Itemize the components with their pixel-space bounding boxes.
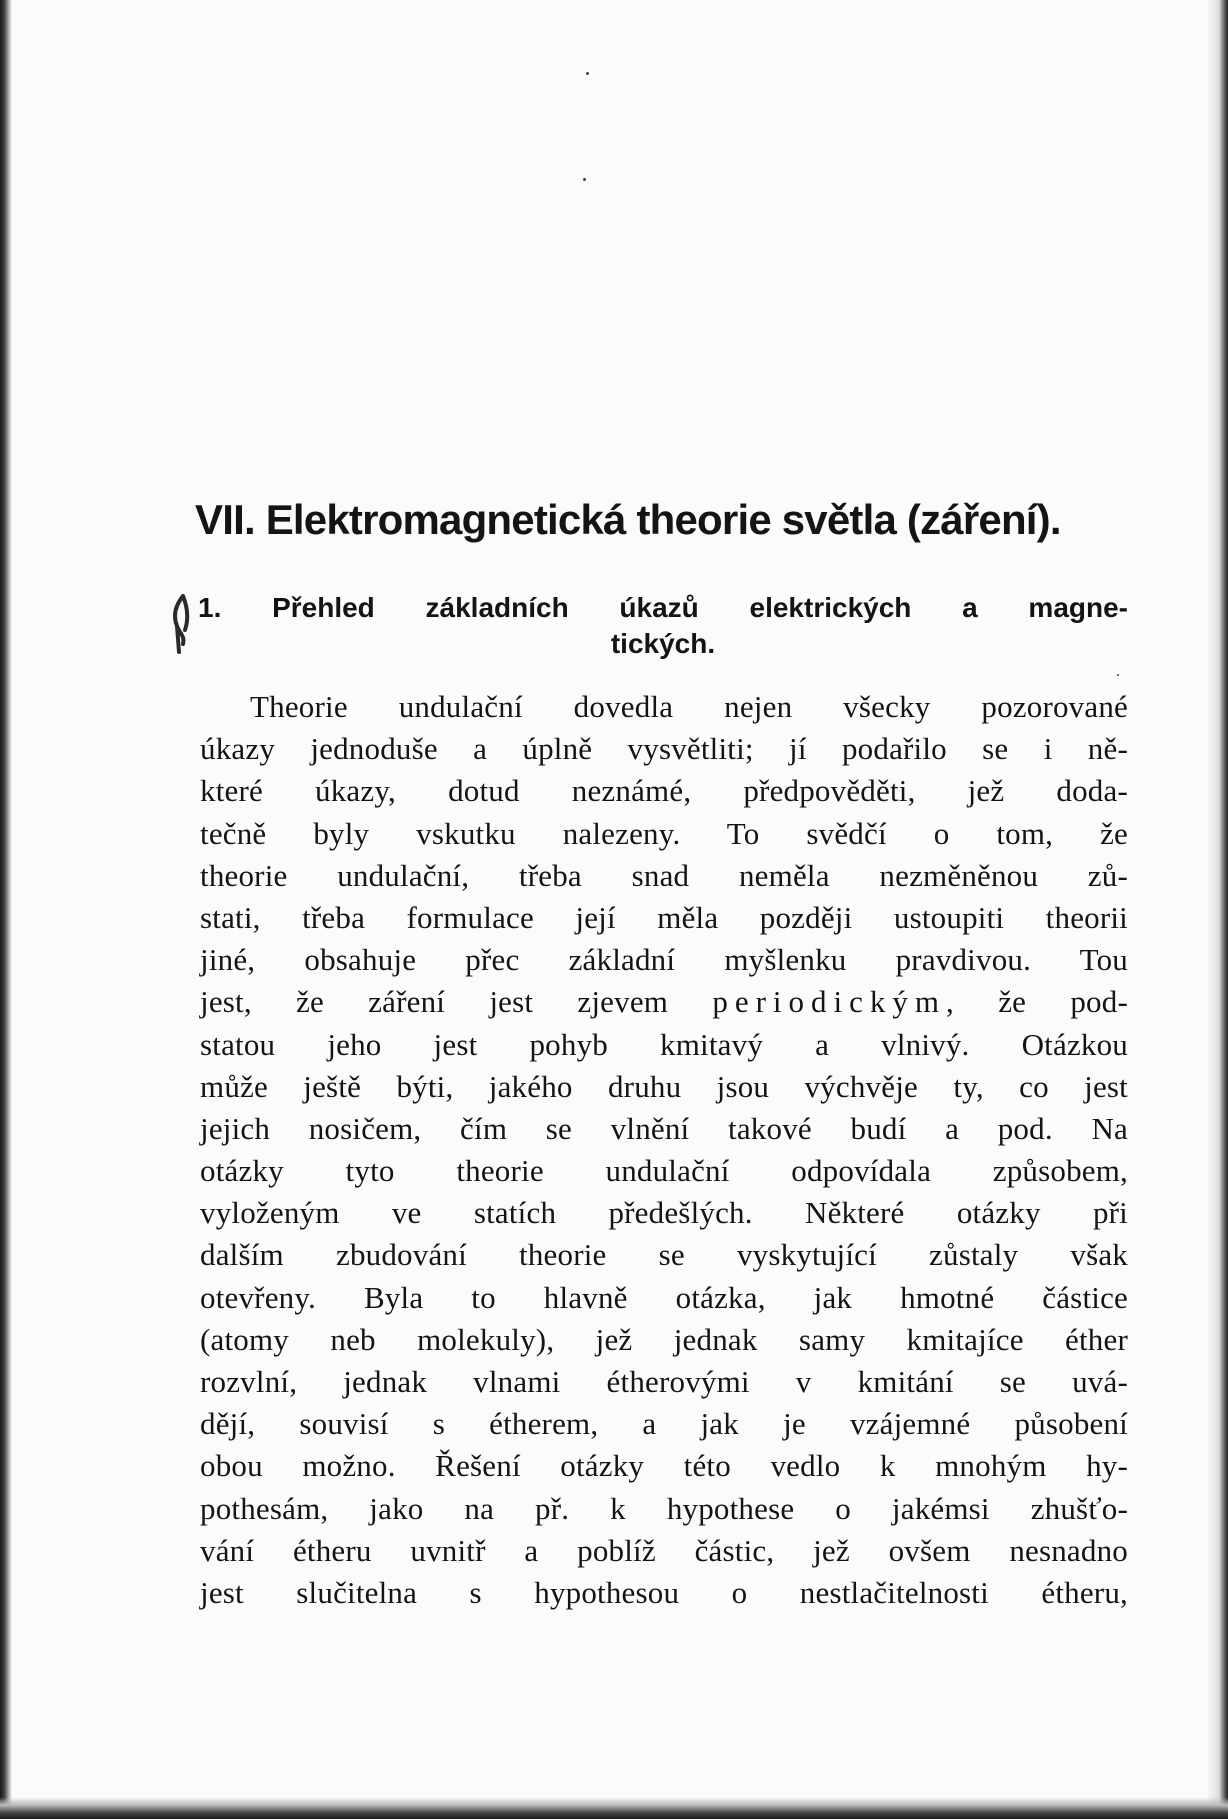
text-line: tečně byly vskutku nalezeny. To svědčí o tom, že bbox=[200, 815, 1128, 851]
pencil-mark-icon bbox=[165, 592, 195, 656]
text-line: otevřeny. Byla to hlavně otázka, jak hmotné částice bbox=[200, 1279, 1128, 1315]
text-line-emphasis bbox=[200, 981, 1128, 1023]
text-line: dějí, souvisí s étherem, a jak je vzájemné působení bbox=[200, 1406, 1128, 1442]
text-segment: , že pod- bbox=[946, 984, 1128, 1020]
scan-speck bbox=[1117, 674, 1119, 676]
section-heading-continuation: tických. bbox=[610, 628, 716, 659]
scan-speck bbox=[586, 72, 589, 75]
page-edge-bottom bbox=[0, 1797, 1228, 1819]
text-line: vání étheru uvnitř a poblíž částic, jež ovšem nesnadno bbox=[200, 1532, 1128, 1568]
text-line: obou možno. Řešení otázky této vedlo k mnohým hy- bbox=[200, 1448, 1128, 1484]
text-line: jejich nosičem, čím se vlnění takové budí a pod. Na bbox=[200, 1110, 1128, 1146]
text-segment: jest, že záření jest zjevem bbox=[200, 984, 713, 1020]
text-line: dalším zbudování theorie se vyskytující zůstaly však bbox=[200, 1237, 1128, 1273]
body-paragraph bbox=[200, 686, 1128, 1614]
text-line: může ještě býti, jakého druhu jsou výchvěje ty, co jest bbox=[200, 1068, 1128, 1104]
text-line: rozvlní, jednak vlnami étherovými v kmitání se uvá- bbox=[200, 1364, 1128, 1399]
text-line: (atomy neb molekuly), jež jednak samy kmitajíce éther bbox=[200, 1321, 1128, 1357]
text-line: stati, třeba formulace její měla později ustoupiti theorii bbox=[200, 899, 1128, 935]
text-line: jest slučitelna s hypothesou o nestlačitelnosti étheru, bbox=[200, 1574, 1128, 1610]
text-line: Theorie undulační dovedla nejen všecky pozorované bbox=[250, 689, 1128, 724]
spaced-emphasis-word: periodickým bbox=[712, 984, 947, 1020]
page-edge-left bbox=[0, 0, 12, 1819]
text-line: které úkazy, dotud neznámé, předpověděti, jež doda- bbox=[200, 773, 1128, 809]
text-line: pothesám, jako na př. k hypothese o jakémsi zhušťo- bbox=[200, 1490, 1128, 1526]
text-line: úkazy jednoduše a úplně vysvětliti; jí podařilo se i ně- bbox=[200, 731, 1128, 767]
text-line: otázky tyto theorie undulační odpovídala způsobem, bbox=[200, 1153, 1128, 1189]
text-line: vyloženým ve statích předešlých. Některé otázky při bbox=[200, 1195, 1128, 1231]
text-line: statou jeho jest pohyb kmitavý a vlnivý. Otázkou bbox=[200, 1026, 1128, 1062]
page-edge-right bbox=[1206, 0, 1228, 1819]
section-heading: 1. Přehled základních úkazů elektrických a magne- bbox=[198, 592, 1128, 623]
text-line: theorie undulační, třeba snad neměla nezměněnou zů- bbox=[200, 857, 1128, 893]
chapter-title: VII. Elektromagnetická theorie světla (záření). bbox=[195, 496, 1061, 543]
scan-speck bbox=[583, 178, 586, 181]
text-line: jiné, obsahuje přec základní myšlenku pravdivou. Tou bbox=[200, 942, 1128, 978]
